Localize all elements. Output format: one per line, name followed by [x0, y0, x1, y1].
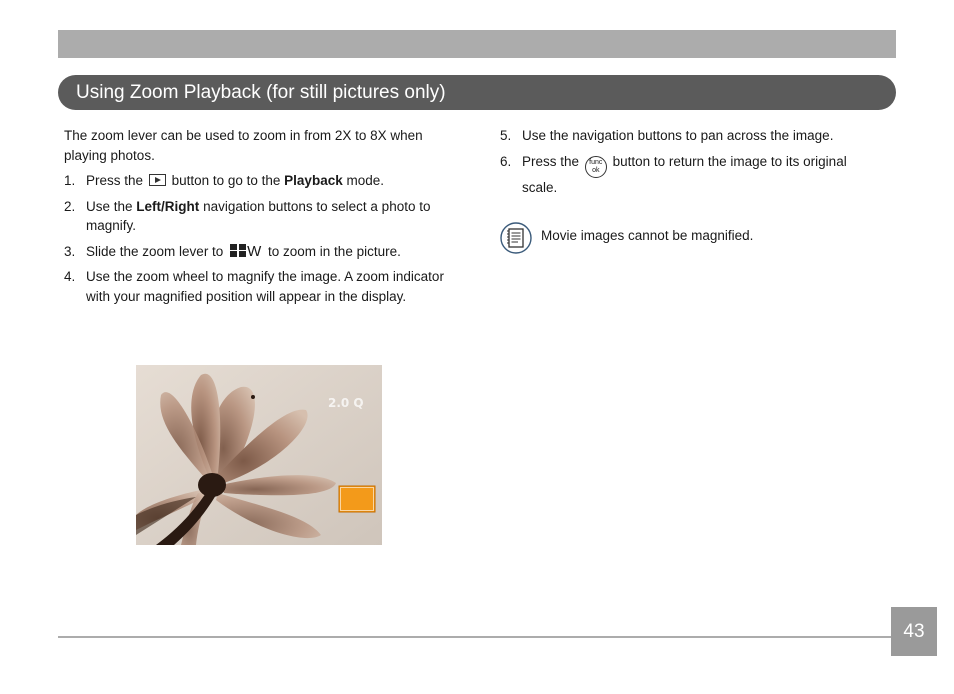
step-text: Slide the zoom lever to: [86, 243, 224, 259]
step-text: Use the zoom wheel to magnify the image. A zoom indicator with your magnified position will appear in the display.: [86, 269, 444, 304]
playback-mode-label: Playback: [284, 173, 343, 188]
note-icon: [500, 222, 532, 254]
step-text: button to return the image to its original scale.: [522, 153, 847, 195]
step-5: [500, 126, 880, 146]
intro-paragraph: The zoom lever can be used to zoom in from 2X to 8X when playing photos.: [64, 128, 423, 163]
func-ok-icon: [585, 156, 607, 178]
page-number: [891, 607, 937, 656]
step-text: Use the navigation buttons to pan across the image.: [522, 128, 834, 143]
func-label: func: [589, 158, 603, 166]
step-text: button to go to the: [171, 173, 281, 188]
zoom-playback-photo: [136, 365, 382, 545]
step-3: [64, 242, 444, 262]
step-text: Use the: [86, 198, 133, 214]
step-number: 4.: [64, 269, 76, 284]
page-number-text: 43: [903, 621, 925, 642]
step-number: 6.: [500, 153, 512, 169]
zoom-ratio-overlay: 2.0 Q: [328, 396, 364, 410]
note-text: Movie images cannot be magnified.: [541, 228, 754, 243]
step-text: Press the: [522, 153, 580, 169]
step-4: [64, 267, 444, 306]
zoom-grid-icon: [230, 244, 246, 257]
footer-divider: [58, 636, 891, 638]
top-bar: [58, 30, 896, 58]
step-2: [64, 197, 444, 236]
section-title: Using Zoom Playback (for still pictures only): [76, 82, 446, 103]
step-text: navigation buttons to select a photo to magnify.: [86, 198, 431, 233]
left-right-label: Left/Right: [136, 198, 200, 214]
step-1: [64, 171, 444, 191]
step-text: to zoom in the picture.: [268, 243, 401, 259]
step-6: [500, 152, 880, 198]
step-number: 3.: [64, 243, 76, 259]
step-number: 2.: [64, 198, 76, 214]
step-number: 5.: [500, 128, 512, 143]
left-column: [64, 126, 444, 312]
step-text: Press the: [86, 173, 144, 188]
ok-label: ok: [592, 166, 600, 174]
right-column: [500, 126, 880, 203]
step-text: mode.: [346, 173, 385, 188]
wide-letter: W: [247, 242, 262, 260]
step-number: 1.: [64, 173, 76, 188]
section-header: [58, 75, 896, 110]
playback-icon: [149, 174, 166, 186]
note-box: [500, 222, 880, 254]
